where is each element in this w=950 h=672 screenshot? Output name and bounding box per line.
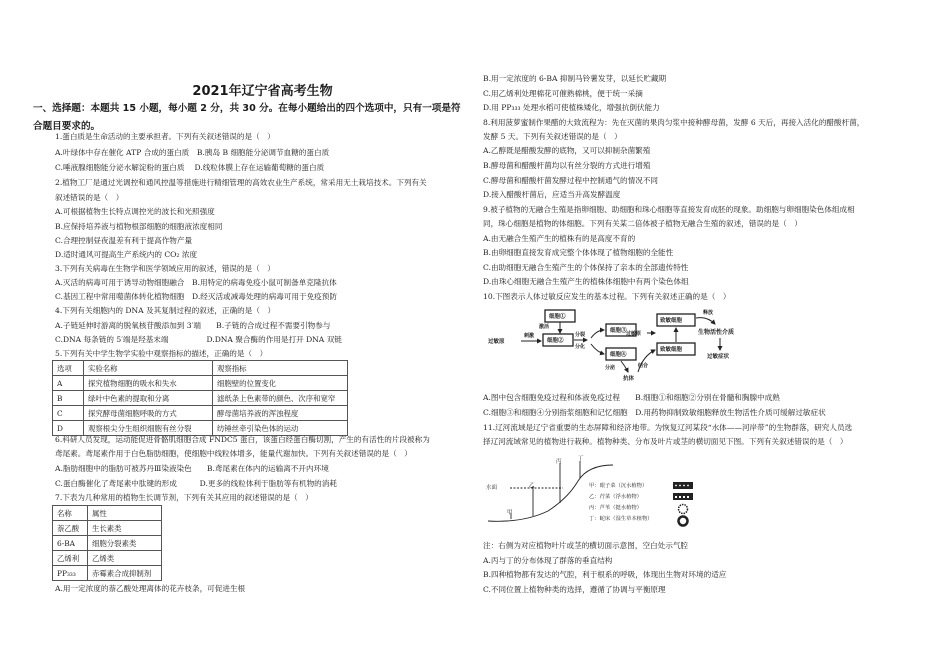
diagram-stimulate: 刺激 — [524, 333, 535, 339]
plant-label-bing: 丙 — [556, 459, 562, 465]
table-row: C 探究酵母菌细胞呼吸的方式 酵母菌培养液的浑浊程度 — [53, 406, 348, 421]
q11-stem-cont: 择辽河流域常见的植物进行栽种。植物种类、分布及叶片或茎的横切面见下图。下列有关叙述错误的是（ ） — [483, 437, 848, 446]
allergy-process-diagram — [483, 306, 783, 384]
stem-section-ding-icon — [679, 517, 688, 526]
q7-option-a: A.用一定浓度的萘乙酸处理离体的花卉枝条，可促进生根 — [55, 584, 246, 593]
diagram-sensitized-cell-bottom: 致敏细胞 — [660, 347, 683, 353]
diagram-mediator: 生物活性介质 — [698, 329, 735, 336]
diagram-cell-4: 细胞④ — [610, 352, 627, 358]
q7-option-b: B.用一定浓度的 6-BA 抑制马铃薯发芽，以延长贮藏期 — [483, 74, 667, 83]
q3-options-cd: C.基因工程中常用噬菌体转化植物细胞 D.经灭活或减毒处理的病毒可用于免疫预防 — [55, 292, 337, 301]
q9-option-c: C.由助细胞无融合生殖产生的个体保持了亲本的全部遗传特性 — [483, 263, 689, 272]
diagram-divide: 分裂 — [575, 332, 586, 338]
q3-options-ab: A.灭活的病毒可用于诱导动物细胞融合 B.用特定的病毒免疫小鼠可制备单克隆抗体 — [55, 278, 337, 287]
q11-stem: 11.辽河流域是辽宁省重要的生态屏障和经济地带。为恢复辽河某段“水体——河岸带”的生物群落，研究人员选 — [483, 423, 853, 432]
q9-option-b: B.由卵细胞直接发育成完整个体体现了植物细胞的全能性 — [483, 248, 674, 257]
diagram-symptom: 过敏症状 — [707, 354, 730, 360]
q2-option-a: A.可根据植物生长特点调控光的波长和光照强度 — [55, 207, 215, 216]
plant-legend — [589, 481, 653, 525]
q2-option-d: D.适时通风可提高生产系统内的 CO₂ 浓度 — [55, 250, 198, 259]
q6-stem: 6.科研人员发现，运动能促进骨骼肌细胞合成 FNDC5 蛋白，该蛋白经蛋白酶切割，产生的有活性的片段被称为 — [55, 435, 430, 444]
table-row: A 探究植物细胞的吸水和失水 细胞壁的位置变化 — [53, 376, 348, 391]
plant-label-ding: 丁 — [578, 456, 584, 462]
table-row: D 观察根尖分生组织细胞有丝分裂 纺锤丝牵引染色体的运动 — [53, 421, 348, 436]
legend-item-bing: 丙：芦苇（挺水植物） — [589, 505, 642, 511]
q8-stem-cont: 发酵 5 天。下列有关叙述错误的是（ ） — [483, 132, 622, 141]
q2-stem: 2.植物工厂是通过光调控和通风控温等措施进行精细管理的高效农业生产系统，常采用无土栽培技术。下列有关 — [55, 178, 427, 187]
riverbank-plant-diagram — [483, 453, 683, 528]
q2-option-c: C.合理控制昼夜温差有利于提高作物产量 — [55, 236, 193, 245]
table-row: PP₃₃₃ 赤霉素合成抑制剂 — [53, 566, 162, 581]
q9-stem: 9.被子植物的无融合生殖是指卵细胞、助细胞和珠心细胞等直接发育成胚的现象。助细胞与卵细胞染色体组成相 — [483, 205, 855, 214]
diagram-secrete: 分泌 — [605, 365, 616, 371]
q11-option-a: A.丙与丁的分布体现了群落的垂直结构 — [483, 556, 613, 565]
table-header-row: 名称 属性 — [53, 506, 162, 521]
q7-stem: 7.下表为几种常用的植物生长调节剂，下列有关其应用的叙述错误的是（ ） — [55, 493, 313, 502]
q1-stem: 1.蛋白质是生命活动的主要承担者。下列有关叙述错误的是（ ） — [55, 132, 275, 141]
diagram-bind: 结合 — [638, 363, 649, 369]
q6-options-cd: C.蛋白酶催化了鸢尾素中肽键的形成 D.更多的线粒体利于脂肪等有机物的消耗 — [55, 479, 337, 488]
q9-option-a: A.由无融合生殖产生的植株有的是高度不育的 — [483, 234, 636, 243]
legend-item-yi: 乙：荇菜（浮水植物） — [589, 494, 642, 500]
plant-label-yi: 乙 — [529, 483, 535, 489]
diagram-arrows — [483, 306, 783, 384]
diagram-cell-1: 细胞① — [549, 314, 566, 320]
q11-note: 注：右侧为对应植物叶片或茎的横切面示意图，空白处示气腔 — [483, 541, 689, 550]
q10-options-ab: A.图中包含细胞免疫过程和体液免疫过程 B.细胞①和细胞②分别在骨髓和胸腺中成熟 — [483, 393, 780, 402]
diagram-differentiate: 分化 — [575, 344, 586, 350]
section-heading: 一、选择题：本题共 15 小题，每小题 2 分，共 30 分。在每小题给出的四个选项中，只有一项是符 合题目要求的。 — [33, 103, 461, 132]
legend-item-jia: 甲：眼子菜（沉水植物） — [589, 483, 648, 489]
q10-stem: 10.下图表示人体过敏反应发生的基本过程。下列有关叙述正确的是（ ） — [483, 292, 731, 301]
q10-options-cd: C.细胞③和细胞④分别指浆细胞和记忆细胞 D.用药物抑制致敏细胞释放生物活性介质可缓解过敏症状 — [483, 408, 826, 417]
table-row: B 绿叶中色素的提取和分离 滤纸条上色素带的颜色、次序和宽窄 — [53, 391, 348, 406]
diagram-allergen: 过敏原 — [488, 339, 505, 345]
diagram-cell-3: 细胞③ — [610, 328, 627, 334]
stem-section-bing-icon — [679, 505, 688, 514]
table-header-row: 选项 实验名称 观察指标 — [53, 361, 348, 376]
q6-options-ab: A.脂肪细胞中的脂肪可被苏丹Ⅲ染液染色 B.鸢尾素在体内的运输离不开内环境 — [55, 464, 329, 473]
q9-stem-cont: 同，珠心细胞是植物的体细胞。下列有关某二倍体被子植物无融合生殖的叙述，错误的是（ ） — [483, 219, 802, 228]
q3-stem: 3.下列有关病毒在生物学和医学领域应用的叙述，错误的是（ ） — [55, 264, 275, 273]
q9-option-d: D.由珠心细胞无融合生殖产生的植株体细胞中有两个染色体组 — [483, 277, 689, 286]
diagram-cell-2: 细胞② — [547, 338, 564, 344]
q1-options-ab: A.叶绿体中存在催化 ATP 合成的蛋白质 B.胰岛 B 细胞能分泌调节血糖的蛋白质 — [55, 148, 330, 157]
q5-stem: 5.下列有关中学生物学实验中观察指标的描述，正确的是（ ） — [55, 349, 268, 358]
diagram-sensitized-cell-top: 致敏细胞 — [660, 318, 683, 324]
plant-label-jia: 甲 — [507, 510, 513, 516]
q8-stem: 8.利用菠萝蜜制作果醋的大致流程为：先在灭菌的果肉匀浆中接种酵母菌，发酵 6 天后，再接入活化的醋酸杆菌， — [483, 118, 865, 127]
diagram-activate: 激活 — [539, 324, 550, 330]
diagram-allergen-2: 过敏原 — [626, 331, 642, 337]
q6-stem-cont: 鸢尾素。鸢尾素作用于白色脂肪细胞，使细胞中线粒体增多，能量代谢加快。下列有关叙述错误的是（ ） — [55, 449, 412, 458]
q7-table — [52, 505, 162, 581]
diagram-release: 释放 — [703, 310, 714, 316]
q7-option-d: D.用 PP₃₃₃ 处理水稻可使植株矮化，增强抗倒伏能力 — [483, 103, 660, 112]
legend-item-ding: 丁：蛇床（湿生草本植物） — [589, 516, 653, 522]
table-row: 乙烯利 乙烯类 — [53, 551, 162, 566]
q2-option-b: B.应保持培养液与植物根部细胞的细胞液浓度相同 — [55, 222, 223, 231]
q8-option-b: B.酵母菌和醋酸杆菌均以有丝分裂的方式进行增殖 — [483, 161, 651, 170]
diagram-antibody: 抗体 — [623, 376, 635, 382]
q11-option-c: C.不同位置上植物种类的选择，遵循了协调与平衡原理 — [483, 585, 666, 594]
q11-option-b: B.四种植物都有发达的气腔，利于根系的呼吸，体现出生物对环境的适应 — [483, 570, 727, 579]
q8-option-a: A.乙醇既是醋酸发酵的底物，又可以抑制杂菌繁殖 — [483, 146, 651, 155]
q7-option-c: C.用乙烯利处理棉花可催熟棉桃，便于统一采摘 — [483, 89, 643, 98]
table-row: 萘乙酸 生长素类 — [53, 521, 162, 536]
q5-table — [52, 360, 348, 436]
q4-options-ab: A.子链延伸时游离的脱氧核苷酸添加到 3′端 B.子链的合成过程不需要引物参与 — [55, 321, 331, 330]
table-row: 6-BA 细胞分裂素类 — [53, 536, 162, 551]
q4-stem: 4.下列有关细胞内的 DNA 及其复制过程的叙述，正确的是（ ） — [55, 306, 276, 315]
q4-options-cd: C.DNA 每条链的 5′端是羟基末端 D.DNA 聚合酶的作用是打开 DNA 双链 — [55, 335, 342, 344]
q8-option-d: D.接入醋酸杆菌后，应适当升高发酵温度 — [483, 190, 621, 199]
riverbank-profile — [483, 453, 683, 528]
q1-options-cd: C.唾液腺细胞能分泌水解淀粉的蛋白质 D.线粒体膜上存在运输葡萄糖的蛋白质 — [55, 163, 325, 172]
water-surface-label: 水面 — [486, 485, 498, 491]
q8-option-c: C.酵母菌和醋酸杆菌发酵过程中控制通气的情况不同 — [483, 176, 659, 185]
cross-section-icons — [671, 480, 695, 528]
q2-stem-cont: 叙述错误的是（ ） — [55, 193, 124, 202]
page-title: 2021年辽宁省高考生物 — [192, 84, 333, 99]
